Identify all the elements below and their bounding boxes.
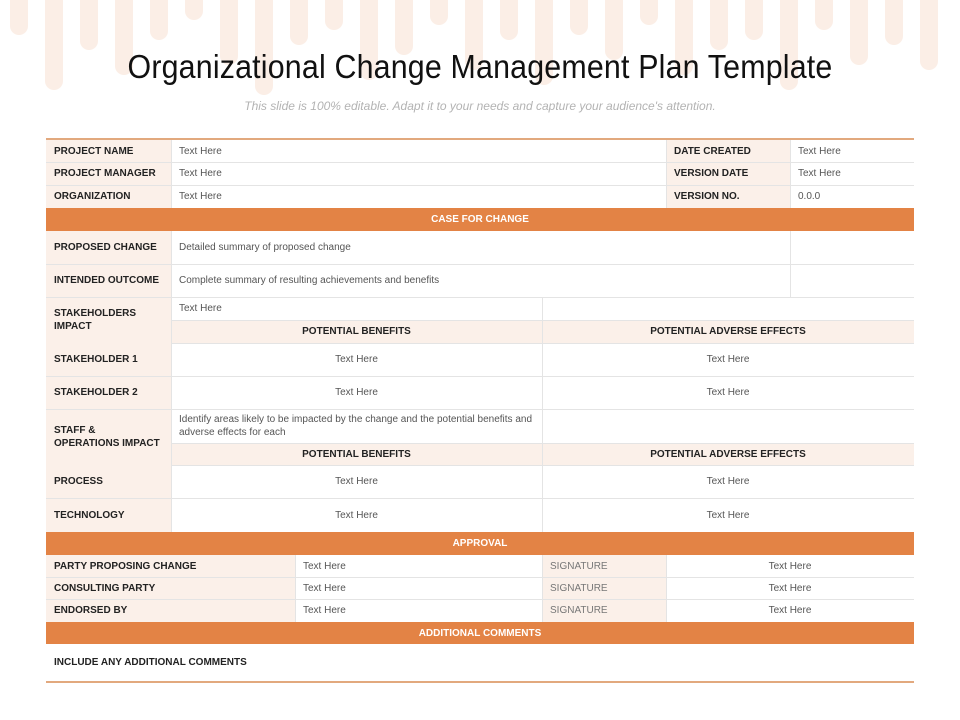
potential-adverse-effects-header-2: POTENTIAL ADVERSE EFFECTS [650, 448, 806, 460]
decorative-bar [920, 0, 938, 70]
decorative-bar [290, 0, 308, 45]
staff-operations-impact-value[interactable]: Identify areas likely to be impacted by the change and the potential benefits and adverse effects for each [179, 414, 533, 438]
version-no-value[interactable]: 0.0.0 [798, 191, 821, 202]
proposed-change-label: PROPOSED CHANGE [54, 242, 157, 253]
approval-row-label: PARTY PROPOSING CHANGE [54, 560, 197, 572]
project-manager-label: PROJECT MANAGER [54, 168, 156, 179]
decorative-bar [430, 0, 448, 25]
stakeholder-2-label: STAKEHOLDER 2 [54, 387, 138, 398]
approval-row-value[interactable]: Text Here [303, 582, 346, 594]
decorative-bar [500, 0, 518, 40]
potential-adverse-effects-header: POTENTIAL ADVERSE EFFECTS [650, 326, 806, 337]
stakeholder-1-label: STAKEHOLDER 1 [54, 354, 138, 365]
technology-benefit[interactable]: Text Here [335, 509, 378, 521]
signature-label: SIGNATURE [550, 560, 608, 572]
decorative-bar [815, 0, 833, 30]
stakeholder-1-adverse[interactable]: Text Here [706, 354, 750, 365]
decorative-bar [80, 0, 98, 50]
decorative-bar [570, 0, 588, 35]
version-no-label: VERSION NO. [674, 191, 740, 202]
technology-adverse[interactable]: Text Here [706, 509, 750, 521]
approval-header: APPROVAL [46, 532, 914, 555]
potential-benefits-header: POTENTIAL BENEFITS [302, 326, 411, 337]
signature-value[interactable]: Text Here [768, 560, 812, 572]
version-date-value[interactable]: Text Here [798, 168, 841, 179]
approval-row-label: CONSULTING PARTY [54, 582, 156, 594]
signature-label: SIGNATURE [550, 582, 608, 594]
project-name-label: PROJECT NAME [54, 145, 134, 157]
proposed-change-value[interactable]: Detailed summary of proposed change [179, 242, 351, 253]
decorative-bar [745, 0, 763, 40]
technology-label: TECHNOLOGY [54, 509, 125, 521]
page-subtitle: This slide is 100% editable. Adapt it to your needs and capture your audience's attention. [244, 99, 716, 113]
stakeholder-2-adverse[interactable]: Text Here [706, 387, 750, 398]
decorative-bar [150, 0, 168, 40]
approval-row-value[interactable]: Text Here [303, 605, 346, 616]
decorative-bar [185, 0, 203, 20]
project-manager-value[interactable]: Text Here [179, 168, 222, 179]
intended-outcome-value[interactable]: Complete summary of resulting achievements and benefits [179, 275, 440, 286]
additional-comments-text[interactable]: INCLUDE ANY ADDITIONAL COMMENTS [54, 657, 247, 668]
signature-value[interactable]: Text Here [768, 605, 812, 616]
project-name-value[interactable]: Text Here [179, 145, 222, 157]
process-adverse[interactable]: Text Here [706, 476, 750, 487]
process-label: PROCESS [54, 476, 103, 487]
approval-row-label: ENDORSED BY [54, 605, 128, 616]
decorative-bar [10, 0, 28, 35]
staff-operations-impact-label: STAFF & OPERATIONS IMPACT [54, 425, 160, 449]
stakeholders-impact-label: STAKEHOLDERS IMPACT [54, 308, 137, 332]
decorative-bar [395, 0, 413, 55]
potential-benefits-header-2: POTENTIAL BENEFITS [302, 448, 411, 460]
stakeholder-1-benefit[interactable]: Text Here [335, 354, 378, 365]
decorative-bar [885, 0, 903, 45]
stakeholder-2-benefit[interactable]: Text Here [335, 387, 378, 398]
decorative-bar [710, 0, 728, 50]
additional-comments-header: ADDITIONAL COMMENTS [46, 622, 914, 644]
approval-row-value[interactable]: Text Here [303, 560, 346, 572]
date-created-label: DATE CREATED [674, 145, 751, 157]
case-for-change-header: CASE FOR CHANGE [46, 208, 914, 231]
decorative-bar [640, 0, 658, 25]
intended-outcome-label: INTENDED OUTCOME [54, 275, 159, 286]
organization-label: ORGANIZATION [54, 191, 131, 202]
signature-label: SIGNATURE [550, 605, 608, 616]
page-title: Organizational Change Management Plan Template [127, 48, 833, 85]
date-created-value[interactable]: Text Here [798, 145, 841, 157]
process-benefit[interactable]: Text Here [335, 476, 378, 487]
change-plan-form [46, 138, 914, 683]
signature-value[interactable]: Text Here [768, 582, 812, 594]
stakeholders-impact-value[interactable]: Text Here [179, 303, 222, 314]
decorative-bar [325, 0, 343, 30]
version-date-label: VERSION DATE [674, 168, 749, 179]
organization-value[interactable]: Text Here [179, 191, 222, 202]
